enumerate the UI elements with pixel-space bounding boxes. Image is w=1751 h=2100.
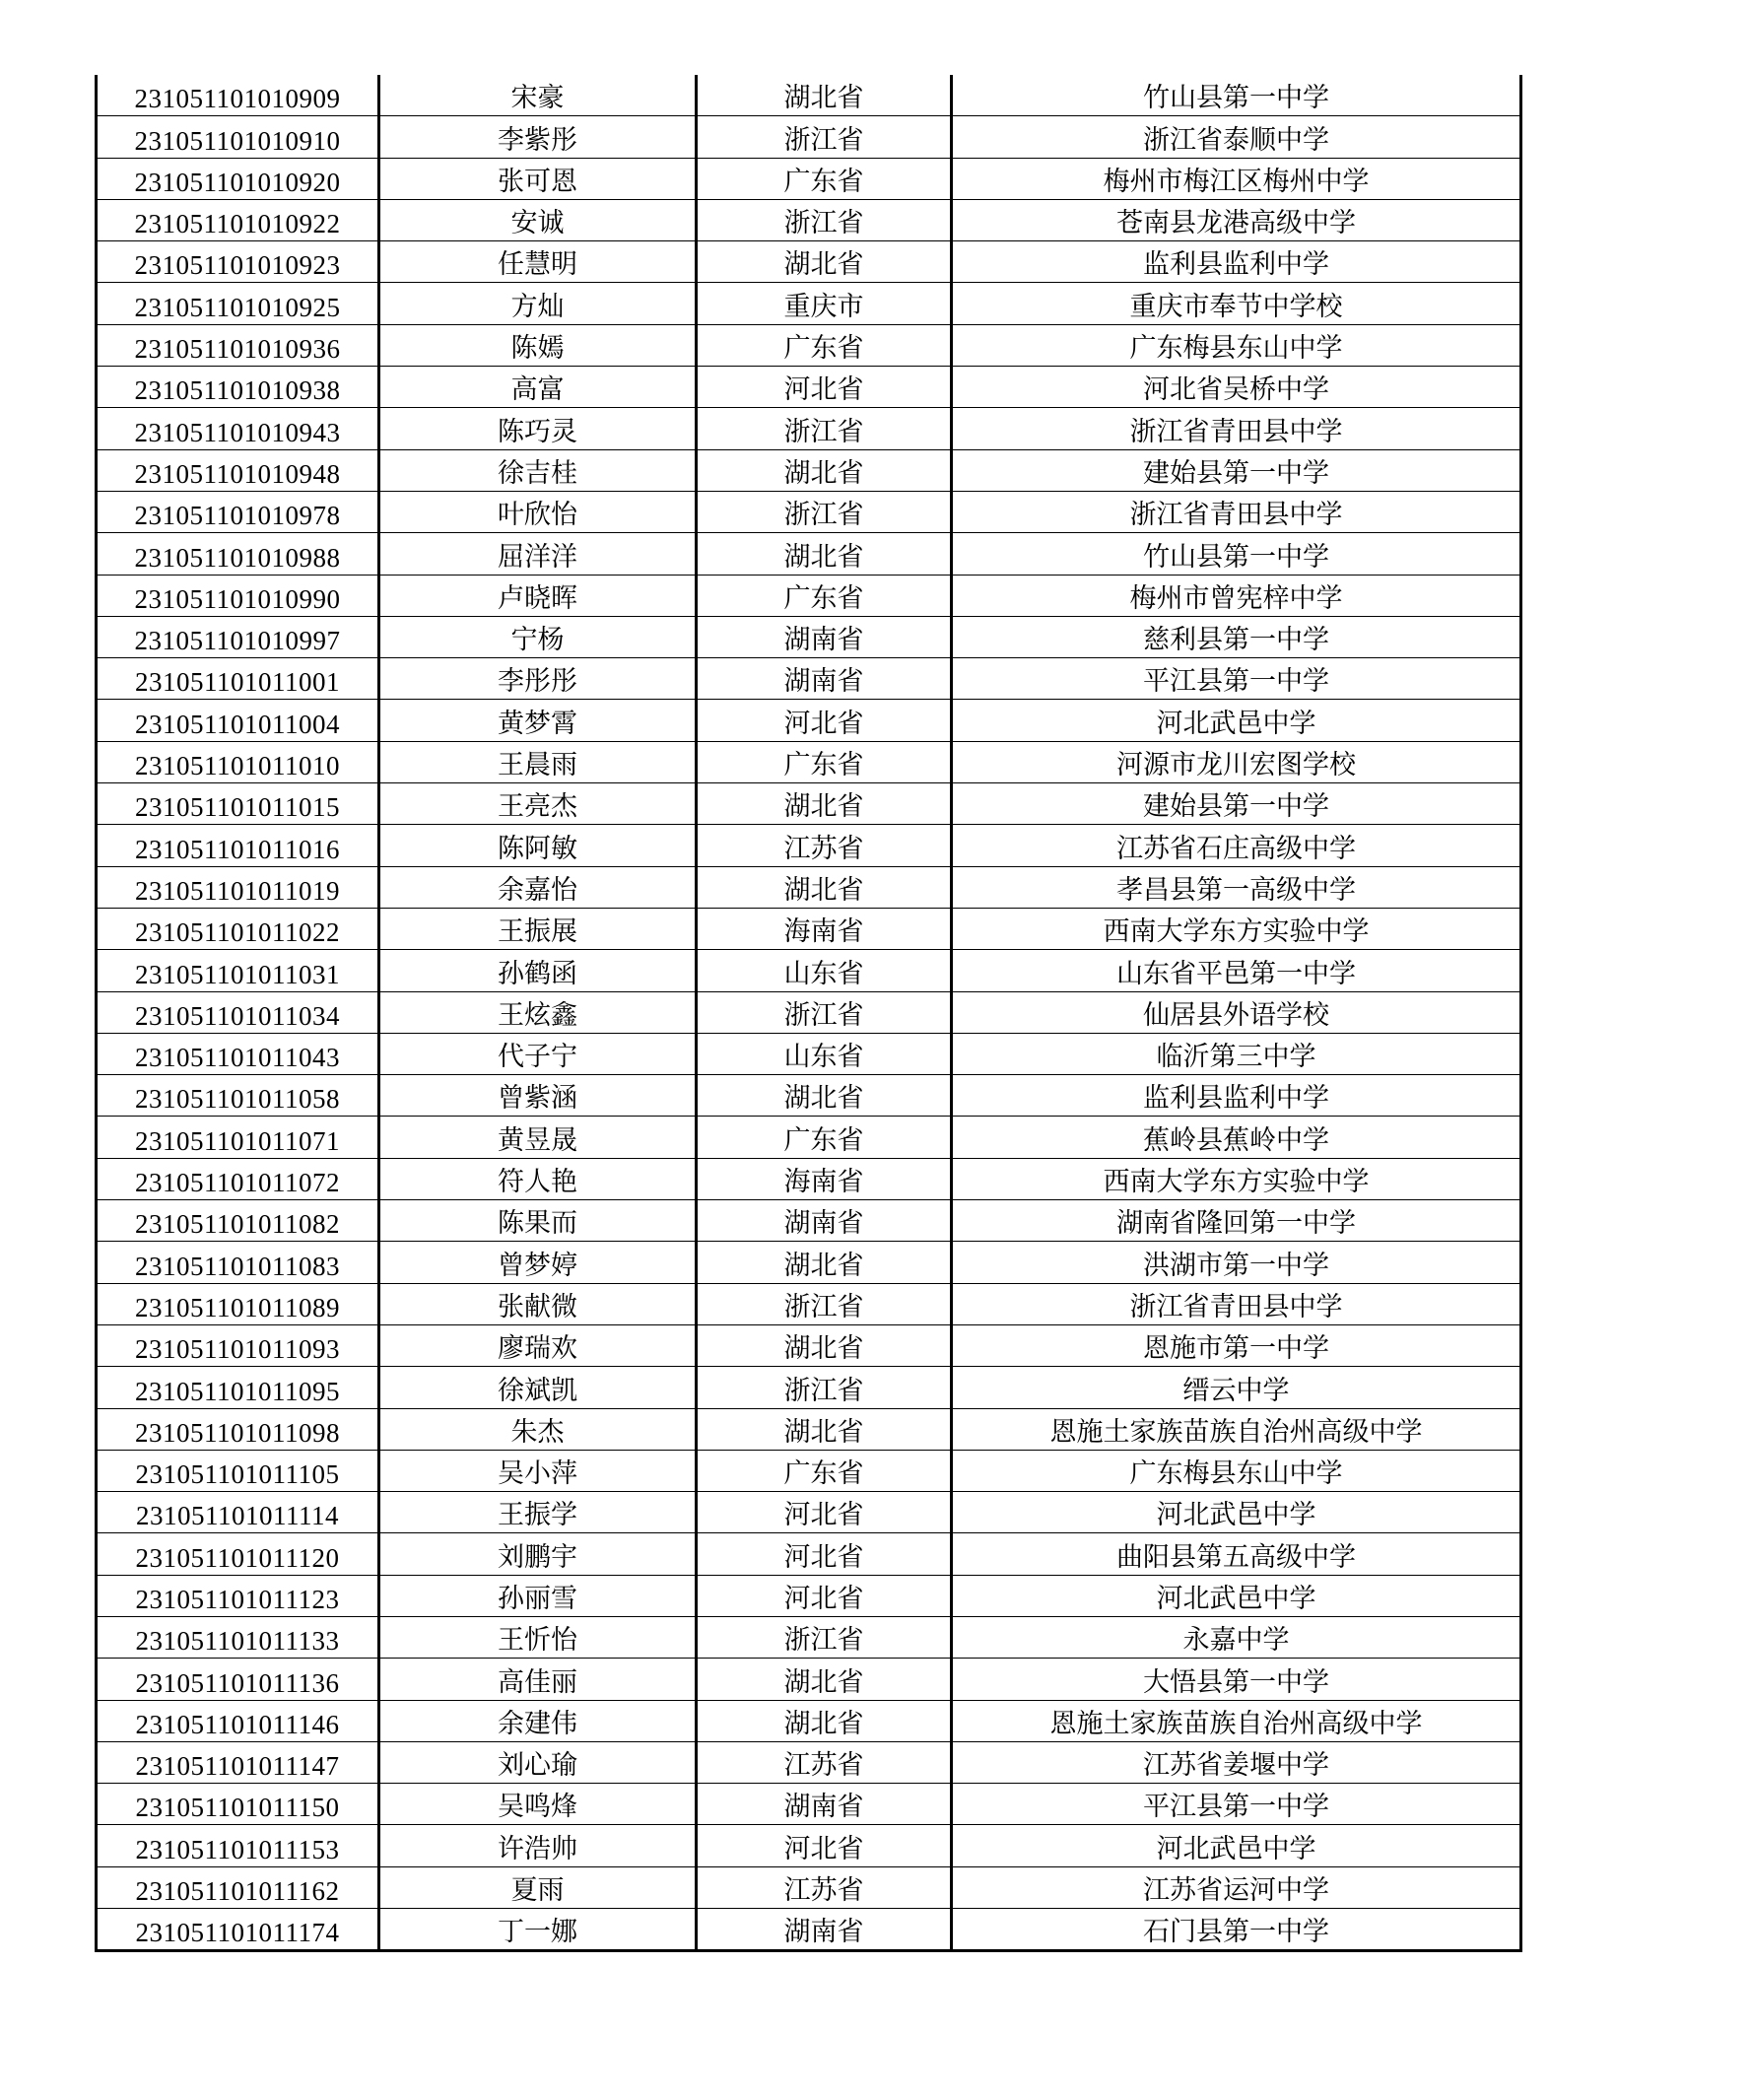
- province-cell: 湖南省: [697, 1784, 952, 1825]
- name-cell: 廖瑞欢: [379, 1324, 697, 1366]
- table-row: [97, 1700, 1521, 1741]
- name-cell: 卢晓晖: [379, 575, 697, 616]
- name-cell: 曾梦婷: [379, 1242, 697, 1283]
- table-row: [97, 116, 1521, 158]
- table-row: [97, 866, 1521, 908]
- table-row: [97, 1825, 1521, 1866]
- table-row: [97, 367, 1521, 408]
- province-cell: 河北省: [697, 367, 952, 408]
- id-cell: 231051101011095: [97, 1367, 379, 1408]
- province-cell: 湖北省: [697, 533, 952, 575]
- name-cell: 陈果而: [379, 1200, 697, 1242]
- id-cell: 231051101011004: [97, 700, 379, 741]
- province-cell: 湖北省: [697, 1700, 952, 1741]
- table-row: [97, 1909, 1521, 1951]
- name-cell: 王亮杰: [379, 783, 697, 825]
- table-row: [97, 449, 1521, 491]
- province-cell: 河北省: [697, 1533, 952, 1575]
- id-cell: 231051101011015: [97, 783, 379, 825]
- school-cell: 江苏省姜堰中学: [952, 1741, 1521, 1783]
- province-cell: 湖南省: [697, 1200, 952, 1242]
- province-cell: 浙江省: [697, 491, 952, 532]
- school-cell: 平江县第一中学: [952, 1784, 1521, 1825]
- name-cell: 李彤彤: [379, 658, 697, 700]
- province-cell: 湖北省: [697, 1242, 952, 1283]
- school-cell: 浙江省青田县中学: [952, 491, 1521, 532]
- name-cell: 徐斌凯: [379, 1367, 697, 1408]
- province-cell: 广东省: [697, 1117, 952, 1158]
- id-cell: 231051101010938: [97, 367, 379, 408]
- id-cell: 231051101010922: [97, 199, 379, 240]
- school-cell: 慈利县第一中学: [952, 616, 1521, 657]
- name-cell: 吴鸣烽: [379, 1784, 697, 1825]
- school-cell: 梅州市梅江区梅州中学: [952, 158, 1521, 199]
- school-cell: 西南大学东方实验中学: [952, 908, 1521, 949]
- school-cell: 监利县监利中学: [952, 1075, 1521, 1117]
- table-row: [97, 158, 1521, 199]
- province-cell: 湖北省: [697, 1075, 952, 1117]
- name-cell: 孙鹤函: [379, 950, 697, 991]
- school-cell: 石门县第一中学: [952, 1909, 1521, 1951]
- table-row: [97, 741, 1521, 782]
- province-cell: 浙江省: [697, 1367, 952, 1408]
- province-cell: 浙江省: [697, 991, 952, 1033]
- id-cell: 231051101011016: [97, 825, 379, 866]
- school-cell: 竹山县第一中学: [952, 75, 1521, 116]
- province-cell: 湖北省: [697, 1408, 952, 1450]
- school-cell: 仙居县外语学校: [952, 991, 1521, 1033]
- id-cell: 231051101011072: [97, 1158, 379, 1199]
- name-cell: 刘心瑜: [379, 1741, 697, 1783]
- id-cell: 231051101011082: [97, 1200, 379, 1242]
- id-cell: 231051101011136: [97, 1659, 379, 1700]
- table-row: [97, 1533, 1521, 1575]
- table-row: [97, 1242, 1521, 1283]
- province-cell: 河北省: [697, 1825, 952, 1866]
- province-cell: 山东省: [697, 950, 952, 991]
- province-cell: 浙江省: [697, 408, 952, 449]
- id-cell: 231051101011089: [97, 1283, 379, 1324]
- province-cell: 湖北省: [697, 449, 952, 491]
- table-row: [97, 533, 1521, 575]
- name-cell: 刘鹏宇: [379, 1533, 697, 1575]
- id-cell: 231051101011058: [97, 1075, 379, 1117]
- school-cell: 江苏省石庄高级中学: [952, 825, 1521, 866]
- id-cell: 231051101011114: [97, 1492, 379, 1533]
- table-row: [97, 1659, 1521, 1700]
- id-cell: 231051101011019: [97, 866, 379, 908]
- name-cell: 张可恩: [379, 158, 697, 199]
- school-cell: 永嘉中学: [952, 1616, 1521, 1658]
- table-row: [97, 491, 1521, 532]
- table-row: [97, 1117, 1521, 1158]
- id-cell: 231051101011010: [97, 741, 379, 782]
- province-cell: 浙江省: [697, 1283, 952, 1324]
- table-row: [97, 75, 1521, 116]
- province-cell: 湖北省: [697, 783, 952, 825]
- province-cell: 山东省: [697, 1033, 952, 1074]
- table-row: [97, 324, 1521, 366]
- province-cell: 河北省: [697, 1575, 952, 1616]
- name-cell: 代子宁: [379, 1033, 697, 1074]
- name-cell: 宋豪: [379, 75, 697, 116]
- name-cell: 屈洋洋: [379, 533, 697, 575]
- id-cell: 231051101010923: [97, 241, 379, 283]
- table-row: [97, 575, 1521, 616]
- province-cell: 湖南省: [697, 616, 952, 657]
- school-cell: 湖南省隆回第一中学: [952, 1200, 1521, 1242]
- school-cell: 浙江省青田县中学: [952, 408, 1521, 449]
- school-cell: 建始县第一中学: [952, 783, 1521, 825]
- name-cell: 许浩帅: [379, 1825, 697, 1866]
- id-cell: 231051101010936: [97, 324, 379, 366]
- province-cell: 广东省: [697, 741, 952, 782]
- name-cell: 高佳丽: [379, 1659, 697, 1700]
- name-cell: 吴小萍: [379, 1450, 697, 1491]
- table-row: [97, 783, 1521, 825]
- name-cell: 夏雨: [379, 1866, 697, 1908]
- id-cell: 231051101011162: [97, 1866, 379, 1908]
- table-row: [97, 991, 1521, 1033]
- id-cell: 231051101011105: [97, 1450, 379, 1491]
- name-cell: 朱杰: [379, 1408, 697, 1450]
- school-cell: 恩施土家族苗族自治州高级中学: [952, 1408, 1521, 1450]
- province-cell: 江苏省: [697, 1866, 952, 1908]
- table-row: [97, 1367, 1521, 1408]
- id-cell: 231051101011022: [97, 908, 379, 949]
- table-row: [97, 1784, 1521, 1825]
- province-cell: 湖南省: [697, 1909, 952, 1951]
- table-row: [97, 950, 1521, 991]
- province-cell: 河北省: [697, 1492, 952, 1533]
- school-cell: 恩施市第一中学: [952, 1324, 1521, 1366]
- province-cell: 湖北省: [697, 1659, 952, 1700]
- table-row: [97, 408, 1521, 449]
- school-cell: 广东梅县东山中学: [952, 324, 1521, 366]
- school-cell: 广东梅县东山中学: [952, 1450, 1521, 1491]
- name-cell: 孙丽雪: [379, 1575, 697, 1616]
- id-cell: 231051101011174: [97, 1909, 379, 1951]
- school-cell: 曲阳县第五高级中学: [952, 1533, 1521, 1575]
- table-row: [97, 1575, 1521, 1616]
- id-cell: 231051101010920: [97, 158, 379, 199]
- name-cell: 黄昱晟: [379, 1117, 697, 1158]
- table-row: [97, 1033, 1521, 1074]
- id-cell: 231051101011153: [97, 1825, 379, 1866]
- id-cell: 231051101011001: [97, 658, 379, 700]
- province-cell: 湖北省: [697, 241, 952, 283]
- id-cell: 231051101011098: [97, 1408, 379, 1450]
- province-cell: 河北省: [697, 700, 952, 741]
- school-cell: 临沂第三中学: [952, 1033, 1521, 1074]
- name-cell: 宁杨: [379, 616, 697, 657]
- school-cell: 河北武邑中学: [952, 1492, 1521, 1533]
- table-row: [97, 1408, 1521, 1450]
- id-cell: 231051101011123: [97, 1575, 379, 1616]
- name-cell: 余建伟: [379, 1700, 697, 1741]
- roster-table: [95, 75, 1522, 1952]
- name-cell: 王振展: [379, 908, 697, 949]
- school-cell: 山东省平邑第一中学: [952, 950, 1521, 991]
- province-cell: 广东省: [697, 324, 952, 366]
- id-cell: 231051101011093: [97, 1324, 379, 1366]
- province-cell: 浙江省: [697, 116, 952, 158]
- name-cell: 陈嫣: [379, 324, 697, 366]
- school-cell: 大悟县第一中学: [952, 1659, 1521, 1700]
- province-cell: 广东省: [697, 1450, 952, 1491]
- name-cell: 任慧明: [379, 241, 697, 283]
- name-cell: 叶欣怡: [379, 491, 697, 532]
- table-row: [97, 616, 1521, 657]
- school-cell: 河北武邑中学: [952, 1575, 1521, 1616]
- name-cell: 曾紫涵: [379, 1075, 697, 1117]
- table-row: [97, 908, 1521, 949]
- name-cell: 张献微: [379, 1283, 697, 1324]
- province-cell: 江苏省: [697, 1741, 952, 1783]
- school-cell: 蕉岭县蕉岭中学: [952, 1117, 1521, 1158]
- school-cell: 竹山县第一中学: [952, 533, 1521, 575]
- school-cell: 河北武邑中学: [952, 1825, 1521, 1866]
- table-row: [97, 825, 1521, 866]
- province-cell: 江苏省: [697, 825, 952, 866]
- id-cell: 231051101010910: [97, 116, 379, 158]
- province-cell: 海南省: [697, 1158, 952, 1199]
- id-cell: 231051101011147: [97, 1741, 379, 1783]
- table-row: [97, 1616, 1521, 1658]
- table-row: [97, 283, 1521, 324]
- school-cell: 苍南县龙港高级中学: [952, 199, 1521, 240]
- name-cell: 黄梦霄: [379, 700, 697, 741]
- id-cell: 231051101011150: [97, 1784, 379, 1825]
- id-cell: 231051101011146: [97, 1700, 379, 1741]
- name-cell: 丁一娜: [379, 1909, 697, 1951]
- province-cell: 湖北省: [697, 866, 952, 908]
- id-cell: 231051101011120: [97, 1533, 379, 1575]
- name-cell: 高富: [379, 367, 697, 408]
- province-cell: 湖北省: [697, 75, 952, 116]
- school-cell: 江苏省运河中学: [952, 1866, 1521, 1908]
- name-cell: 王振学: [379, 1492, 697, 1533]
- name-cell: 徐吉桂: [379, 449, 697, 491]
- province-cell: 浙江省: [697, 1616, 952, 1658]
- province-cell: 广东省: [697, 158, 952, 199]
- name-cell: 符人艳: [379, 1158, 697, 1199]
- id-cell: 231051101011031: [97, 950, 379, 991]
- school-cell: 监利县监利中学: [952, 241, 1521, 283]
- id-cell: 231051101010990: [97, 575, 379, 616]
- school-cell: 恩施土家族苗族自治州高级中学: [952, 1700, 1521, 1741]
- school-cell: 河源市龙川宏图学校: [952, 741, 1521, 782]
- id-cell: 231051101011071: [97, 1117, 379, 1158]
- province-cell: 广东省: [697, 575, 952, 616]
- table-row: [97, 658, 1521, 700]
- table-row: [97, 1158, 1521, 1199]
- table-row: [97, 1450, 1521, 1491]
- id-cell: 231051101011133: [97, 1616, 379, 1658]
- name-cell: 王炫鑫: [379, 991, 697, 1033]
- table-row: [97, 700, 1521, 741]
- id-cell: 231051101010948: [97, 449, 379, 491]
- name-cell: 余嘉怡: [379, 866, 697, 908]
- table-row: [97, 1866, 1521, 1908]
- school-cell: 缙云中学: [952, 1367, 1521, 1408]
- school-cell: 平江县第一中学: [952, 658, 1521, 700]
- school-cell: 重庆市奉节中学校: [952, 283, 1521, 324]
- roster-body: [97, 75, 1521, 1951]
- name-cell: 方灿: [379, 283, 697, 324]
- table-row: [97, 199, 1521, 240]
- province-cell: 海南省: [697, 908, 952, 949]
- school-cell: 梅州市曾宪梓中学: [952, 575, 1521, 616]
- name-cell: 陈巧灵: [379, 408, 697, 449]
- name-cell: 王晨雨: [379, 741, 697, 782]
- id-cell: 231051101010925: [97, 283, 379, 324]
- province-cell: 重庆市: [697, 283, 952, 324]
- id-cell: 231051101010978: [97, 491, 379, 532]
- table-row: [97, 1324, 1521, 1366]
- id-cell: 231051101011034: [97, 991, 379, 1033]
- table-row: [97, 1075, 1521, 1117]
- id-cell: 231051101010943: [97, 408, 379, 449]
- table-row: [97, 1492, 1521, 1533]
- name-cell: 陈阿敏: [379, 825, 697, 866]
- province-cell: 湖南省: [697, 658, 952, 700]
- province-cell: 湖北省: [697, 1324, 952, 1366]
- school-cell: 洪湖市第一中学: [952, 1242, 1521, 1283]
- school-cell: 浙江省泰顺中学: [952, 116, 1521, 158]
- name-cell: 李紫彤: [379, 116, 697, 158]
- school-cell: 西南大学东方实验中学: [952, 1158, 1521, 1199]
- school-cell: 浙江省青田县中学: [952, 1283, 1521, 1324]
- school-cell: 河北武邑中学: [952, 700, 1521, 741]
- id-cell: 231051101010997: [97, 616, 379, 657]
- table-row: [97, 241, 1521, 283]
- name-cell: 安诚: [379, 199, 697, 240]
- table-row: [97, 1283, 1521, 1324]
- id-cell: 231051101010988: [97, 533, 379, 575]
- school-cell: 孝昌县第一高级中学: [952, 866, 1521, 908]
- table-row: [97, 1200, 1521, 1242]
- province-cell: 浙江省: [697, 199, 952, 240]
- school-cell: 河北省吴桥中学: [952, 367, 1521, 408]
- id-cell: 231051101010909: [97, 75, 379, 116]
- table-row: [97, 1741, 1521, 1783]
- name-cell: 王忻怡: [379, 1616, 697, 1658]
- school-cell: 建始县第一中学: [952, 449, 1521, 491]
- id-cell: 231051101011043: [97, 1033, 379, 1074]
- id-cell: 231051101011083: [97, 1242, 379, 1283]
